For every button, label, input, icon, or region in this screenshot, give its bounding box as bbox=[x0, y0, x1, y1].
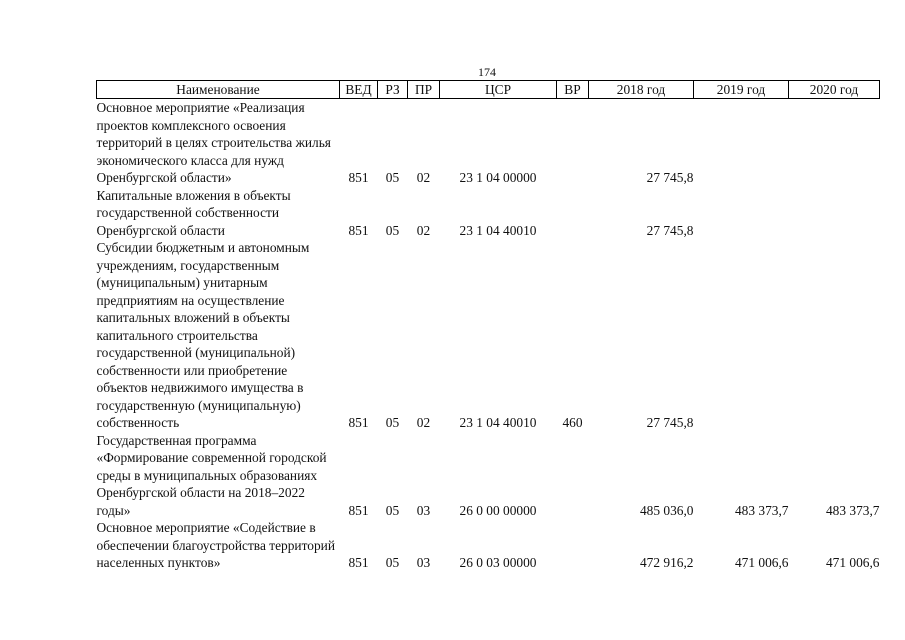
header-vr: ВР bbox=[557, 81, 589, 99]
row-name: Основное мероприятие «Реализация проектов комплексного освоения территорий в целях строительства жилья экономического класса для нужд Оренбургской области» bbox=[96, 100, 331, 185]
table-row bbox=[97, 432, 880, 520]
row-ved: 851 bbox=[348, 170, 369, 185]
row-rz: 05 bbox=[385, 170, 400, 185]
row-pr: 02 bbox=[416, 222, 431, 238]
row-csr: 23 1 04 00000 bbox=[459, 170, 537, 185]
table-row bbox=[97, 99, 880, 187]
row-2020 bbox=[789, 187, 880, 240]
header-2019: 2019 год bbox=[694, 81, 789, 99]
row-2020: 471 006,6 bbox=[825, 555, 880, 570]
row-name: Субсидии бюджетным и автономным учреждениям, государственным (муниципальным) унитарным предприятиям на осуществление капитальных вложений в объекты капитального строительства государственной (муниципальной) собственности или приобретение объектов недвижимого имущества в государственную (муниципальную) собственность bbox=[96, 240, 310, 430]
row-2019: 471 006,6 bbox=[734, 555, 789, 570]
row-2020: 483 373,7 bbox=[825, 502, 880, 518]
header-row bbox=[97, 81, 880, 99]
row-csr: 23 1 04 40010 bbox=[459, 222, 537, 238]
row-rz: 05 bbox=[385, 415, 400, 430]
header-pr: ПР bbox=[408, 81, 440, 99]
row-2018: 485 036,0 bbox=[639, 502, 694, 518]
header-ved: ВЕД bbox=[340, 81, 378, 99]
row-ved: 851 bbox=[348, 555, 369, 570]
row-2020 bbox=[789, 239, 880, 432]
row-name: Капитальные вложения в объекты государственной собственности Оренбургской области bbox=[96, 187, 291, 238]
row-2019 bbox=[694, 239, 789, 432]
row-name: Основное мероприятие «Содействие в обеспечении благоустройства территорий населенных пунктов» bbox=[96, 520, 335, 570]
row-rz: 05 bbox=[385, 222, 400, 238]
row-2020 bbox=[789, 99, 880, 187]
row-ved: 851 bbox=[348, 502, 369, 518]
row-pr: 02 bbox=[416, 170, 431, 185]
row-2018: 27 745,8 bbox=[646, 415, 694, 430]
row-vr bbox=[557, 99, 589, 187]
row-2019 bbox=[694, 187, 789, 240]
row-pr: 02 bbox=[416, 415, 431, 430]
row-csr: 26 0 03 00000 bbox=[459, 555, 537, 570]
row-ved: 851 bbox=[348, 415, 369, 430]
table-row bbox=[97, 519, 880, 572]
row-csr: 23 1 04 40010 bbox=[459, 415, 537, 430]
row-2018: 27 745,8 bbox=[646, 222, 694, 238]
row-2018: 472 916,2 bbox=[639, 555, 694, 570]
row-2019 bbox=[694, 99, 789, 187]
row-csr: 26 0 00 00000 bbox=[459, 502, 537, 518]
row-pr: 03 bbox=[416, 555, 431, 570]
budget-table bbox=[96, 80, 880, 572]
row-name: Государственная программа «Формирование современной городской среды в муниципальных образованиях Оренбургской области на 2018–2022 годы» bbox=[96, 432, 327, 518]
header-2020: 2020 год bbox=[789, 81, 880, 99]
row-vr bbox=[557, 519, 589, 572]
row-rz: 05 bbox=[385, 502, 400, 518]
row-ved: 851 bbox=[348, 222, 369, 238]
header-rz: РЗ bbox=[378, 81, 408, 99]
header-name: Наименование bbox=[97, 81, 340, 99]
table-row bbox=[97, 239, 880, 432]
row-vr bbox=[557, 187, 589, 240]
row-2018: 27 745,8 bbox=[646, 170, 694, 185]
row-2019: 483 373,7 bbox=[734, 502, 789, 518]
row-vr bbox=[557, 432, 589, 520]
page-number: 174 bbox=[478, 65, 496, 79]
header-csr: ЦСР bbox=[440, 81, 557, 99]
row-pr: 03 bbox=[416, 502, 431, 518]
header-2018: 2018 год bbox=[589, 81, 694, 99]
table-row bbox=[97, 187, 880, 240]
row-rz: 05 bbox=[385, 555, 400, 570]
row-vr: 460 bbox=[562, 415, 583, 430]
